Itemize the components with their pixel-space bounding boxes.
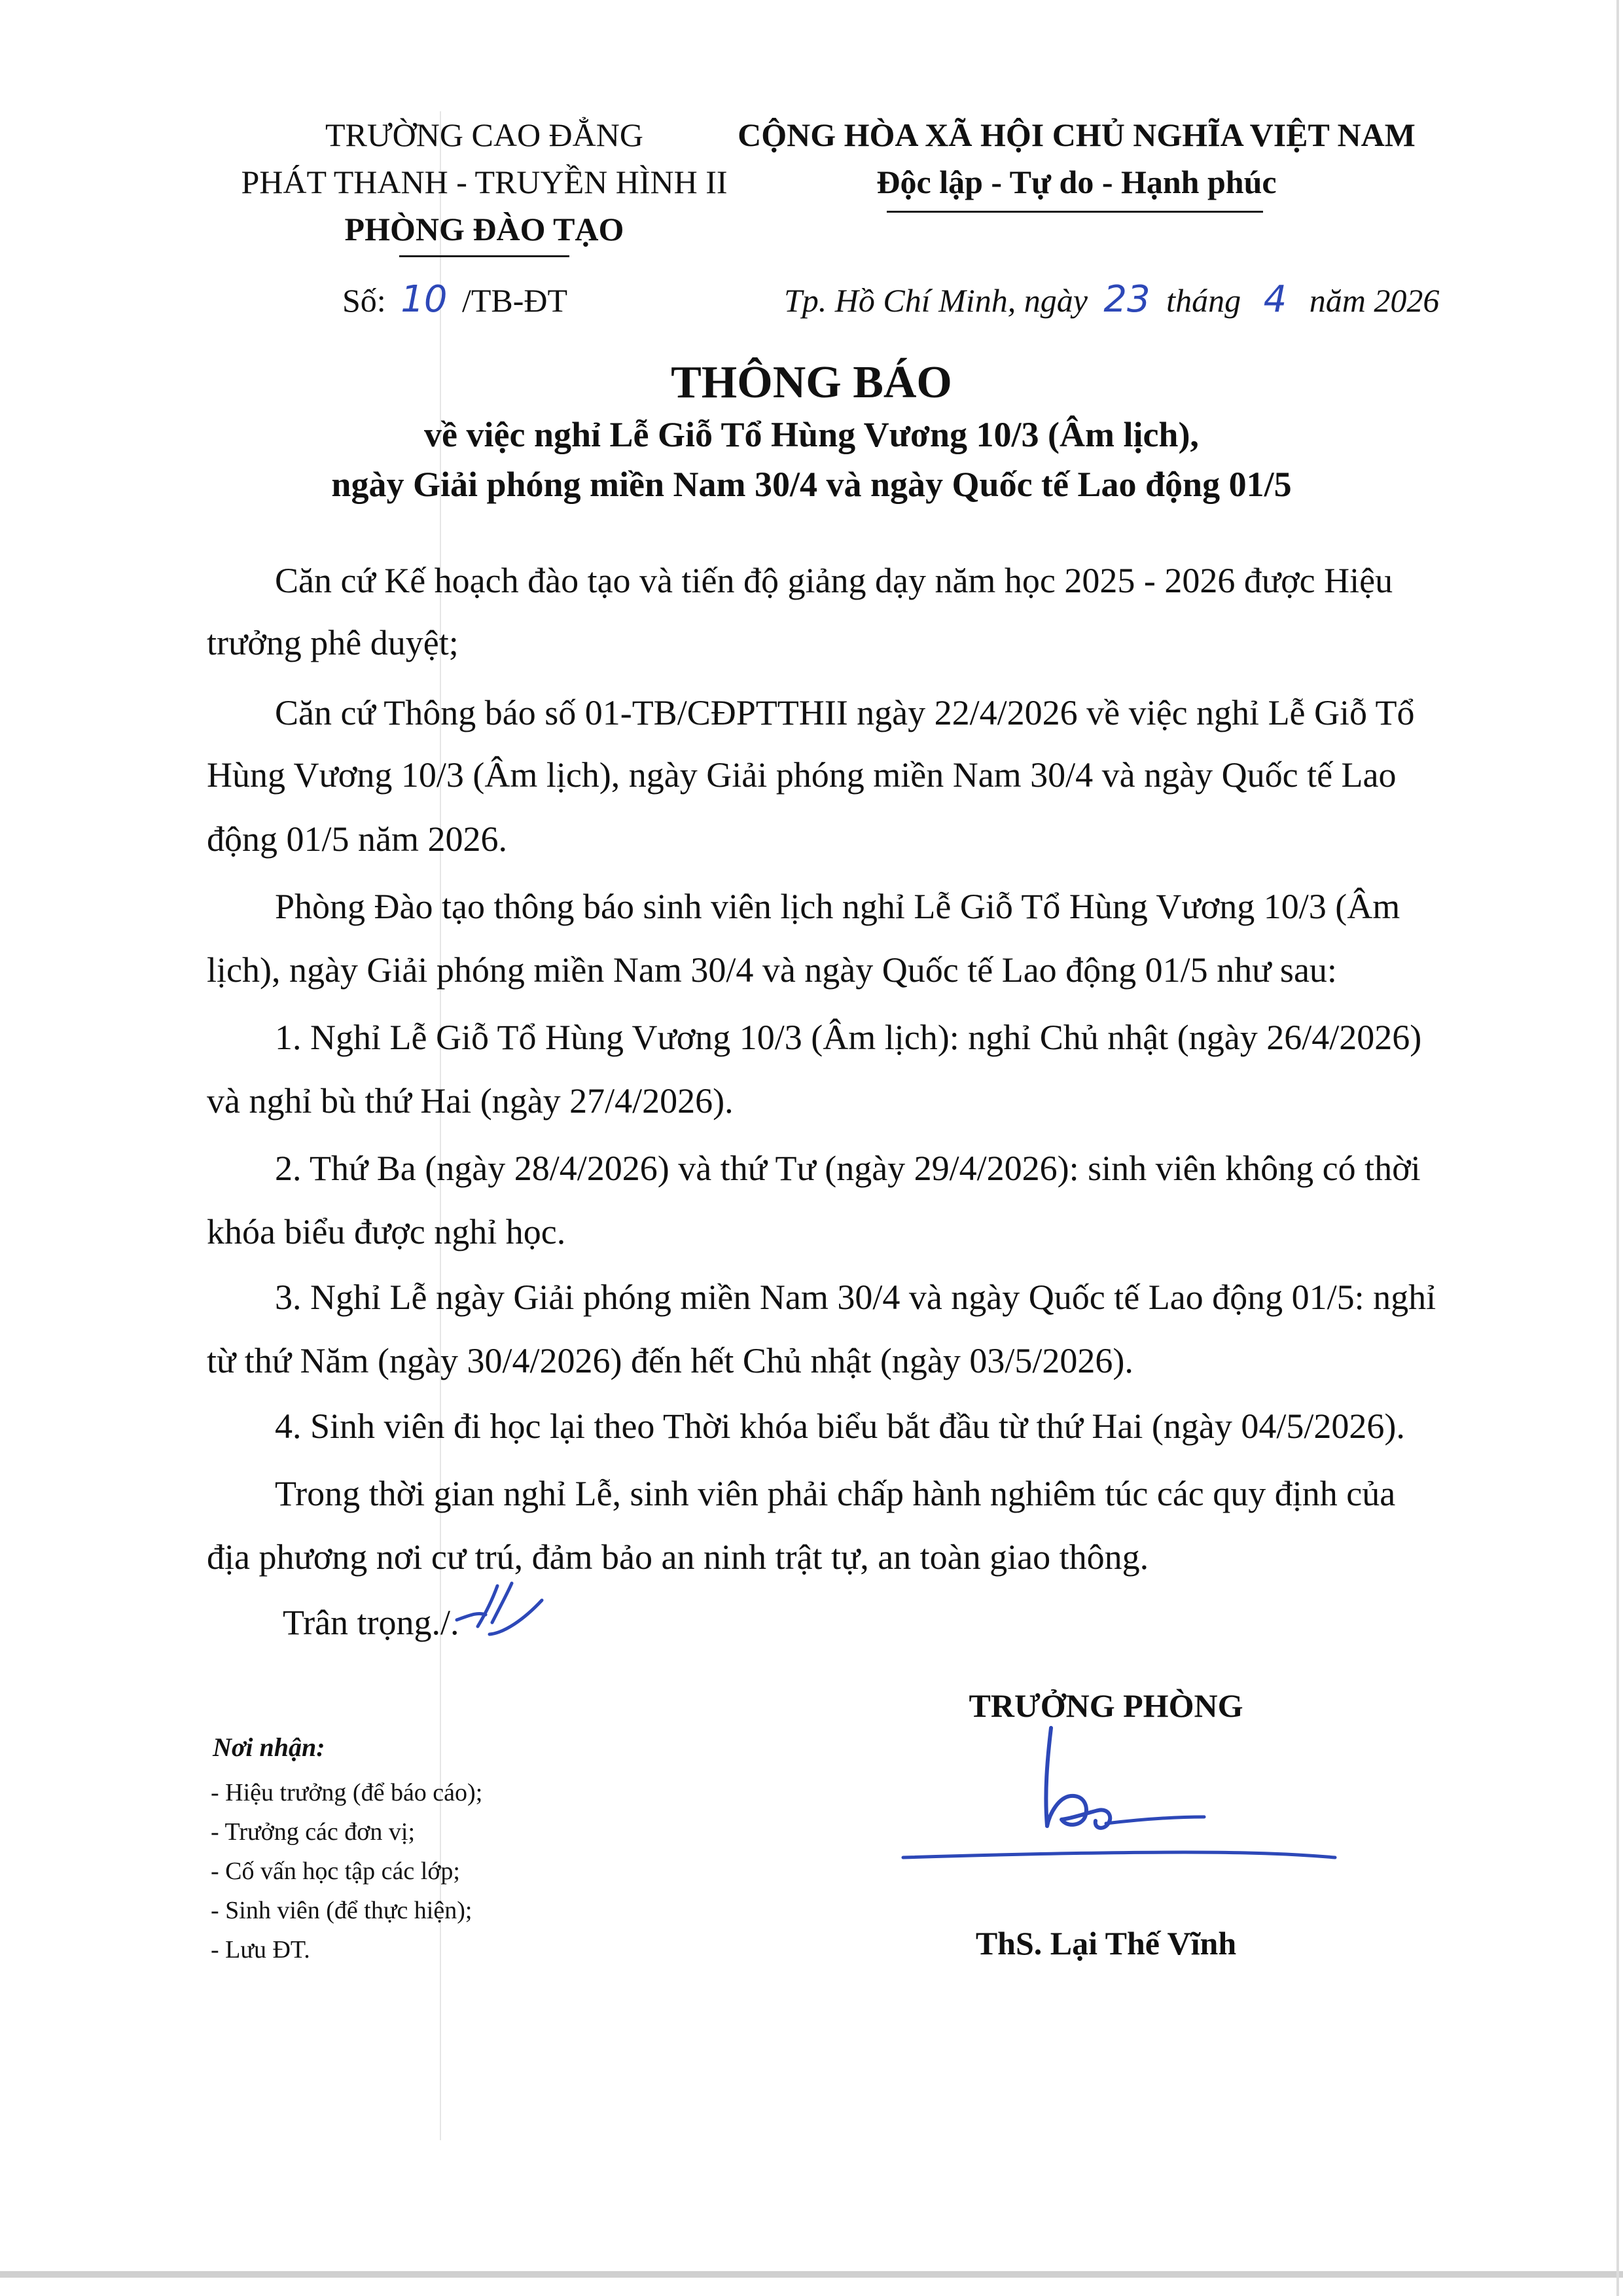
recipient-item: - Trưởng các đơn vị; — [211, 1818, 415, 1846]
body-line: khóa biểu được nghỉ học. — [207, 1212, 566, 1251]
doc-number-handwritten: 10 — [401, 278, 448, 321]
scan-right-edge — [1616, 0, 1619, 2296]
body-line: 1. Nghỉ Lễ Giỗ Tổ Hùng Vương 10/3 (Âm lịch): nghỉ Chủ nhật (ngày 26/4/2026) — [275, 1018, 1422, 1057]
org-line-1: TRƯỜNG CAO ĐẲNG — [325, 117, 643, 153]
notice-title: THÔNG BÁO — [671, 357, 952, 408]
body-line: 3. Nghỉ Lễ ngày Giải phóng miền Nam 30/4 và ngày Quốc tế Lao động 01/5: nghỉ — [275, 1278, 1436, 1317]
doc-number-suffix: /TB-ĐT — [461, 282, 568, 319]
body-line: địa phương nơi cư trú, đảm bảo an ninh trật tự, an toàn giao thông. — [207, 1537, 1149, 1577]
recipients-title: Nơi nhận: — [213, 1732, 325, 1762]
org-line-2: PHÁT THANH - TRUYỀN HÌNH II — [241, 164, 728, 200]
body-line: Phòng Đào tạo thông báo sinh viên lịch nghỉ Lễ Giỗ Tổ Hùng Vương 10/3 (Âm — [275, 887, 1400, 926]
body-line: trưởng phê duyệt; — [207, 623, 459, 662]
month-handwritten: 4 — [1263, 278, 1287, 321]
recipient-item: - Sinh viên (để thực hiện); — [211, 1897, 473, 1924]
doc-number — [342, 278, 567, 323]
body-line: Trong thời gian nghỉ Lễ, sinh viên phải chấp hành nghiêm túc các quy định của — [275, 1474, 1396, 1513]
place-date-prefix: Tp. Hồ Chí Minh, ngày — [784, 282, 1088, 319]
body-line: từ thứ Năm (ngày 30/4/2026) đến hết Chủ nhật (ngày 03/5/2026). — [207, 1341, 1133, 1380]
signer-role: TRƯỞNG PHÒNG — [969, 1687, 1243, 1724]
body-line: Hùng Vương 10/3 (Âm lịch), ngày Giải phóng miền Nam 30/4 và ngày Quốc tế Lao — [207, 755, 1397, 795]
org-line-3: PHÒNG ĐÀO TẠO — [344, 211, 624, 247]
body-line: động 01/5 năm 2026. — [207, 819, 507, 859]
closing-line: Trân trọng./. — [283, 1603, 459, 1642]
body-line: Căn cứ Kế hoạch đào tạo và tiến độ giảng dạy năm học 2025 - 2026 được Hiệu — [275, 561, 1393, 600]
day-handwritten: 23 — [1103, 278, 1150, 321]
place-date — [784, 278, 1439, 323]
body-line: 4. Sinh viên đi học lại theo Thời khóa biểu bắt đầu từ thứ Hai (ngày 04/5/2026). — [275, 1407, 1405, 1446]
signer-name: ThS. Lại Thế Vĩnh — [975, 1925, 1237, 1962]
doc-number-prefix: Số: — [342, 282, 386, 319]
notice-subtitle-2: ngày Giải phóng miền Nam 30/4 và ngày Quốc tế Lao động 01/5 — [331, 465, 1292, 504]
recipient-item: - Hiệu trưởng (để báo cáo); — [211, 1779, 483, 1806]
recipient-item: - Lưu ĐT. — [211, 1936, 310, 1964]
year-label: năm 2026 — [1309, 282, 1440, 319]
org-underline — [399, 255, 569, 257]
notice-subtitle-1: về việc nghỉ Lễ Giỗ Tổ Hùng Vương 10/3 (Âm lịch), — [424, 415, 1199, 454]
initials-mark — [452, 1574, 550, 1646]
handwritten-signature — [890, 1715, 1348, 1878]
body-line: lịch), ngày Giải phóng miền Nam 30/4 và ngày Quốc tế Lao động 01/5 như sau: — [207, 950, 1337, 990]
nation-line-1: CỘNG HÒA XÃ HỘI CHỦ NGHĨA VIỆT NAM — [738, 117, 1416, 153]
nation-underline — [887, 211, 1263, 213]
body-line: và nghỉ bù thứ Hai (ngày 27/4/2026). — [207, 1081, 734, 1121]
month-label: tháng — [1166, 282, 1241, 319]
nation-line-2: Độc lập - Tự do - Hạnh phúc — [876, 164, 1277, 200]
scan-bottom-edge — [0, 2271, 1623, 2278]
body-line: 2. Thứ Ba (ngày 28/4/2026) và thứ Tư (ngày 29/4/2026): sinh viên không có thời — [275, 1149, 1421, 1188]
body-line: Căn cứ Thông báo số 01-TB/CĐPTTHII ngày 22/4/2026 về việc nghỉ Lễ Giỗ Tổ — [275, 693, 1415, 732]
recipient-item: - Cố vấn học tập các lớp; — [211, 1857, 460, 1885]
